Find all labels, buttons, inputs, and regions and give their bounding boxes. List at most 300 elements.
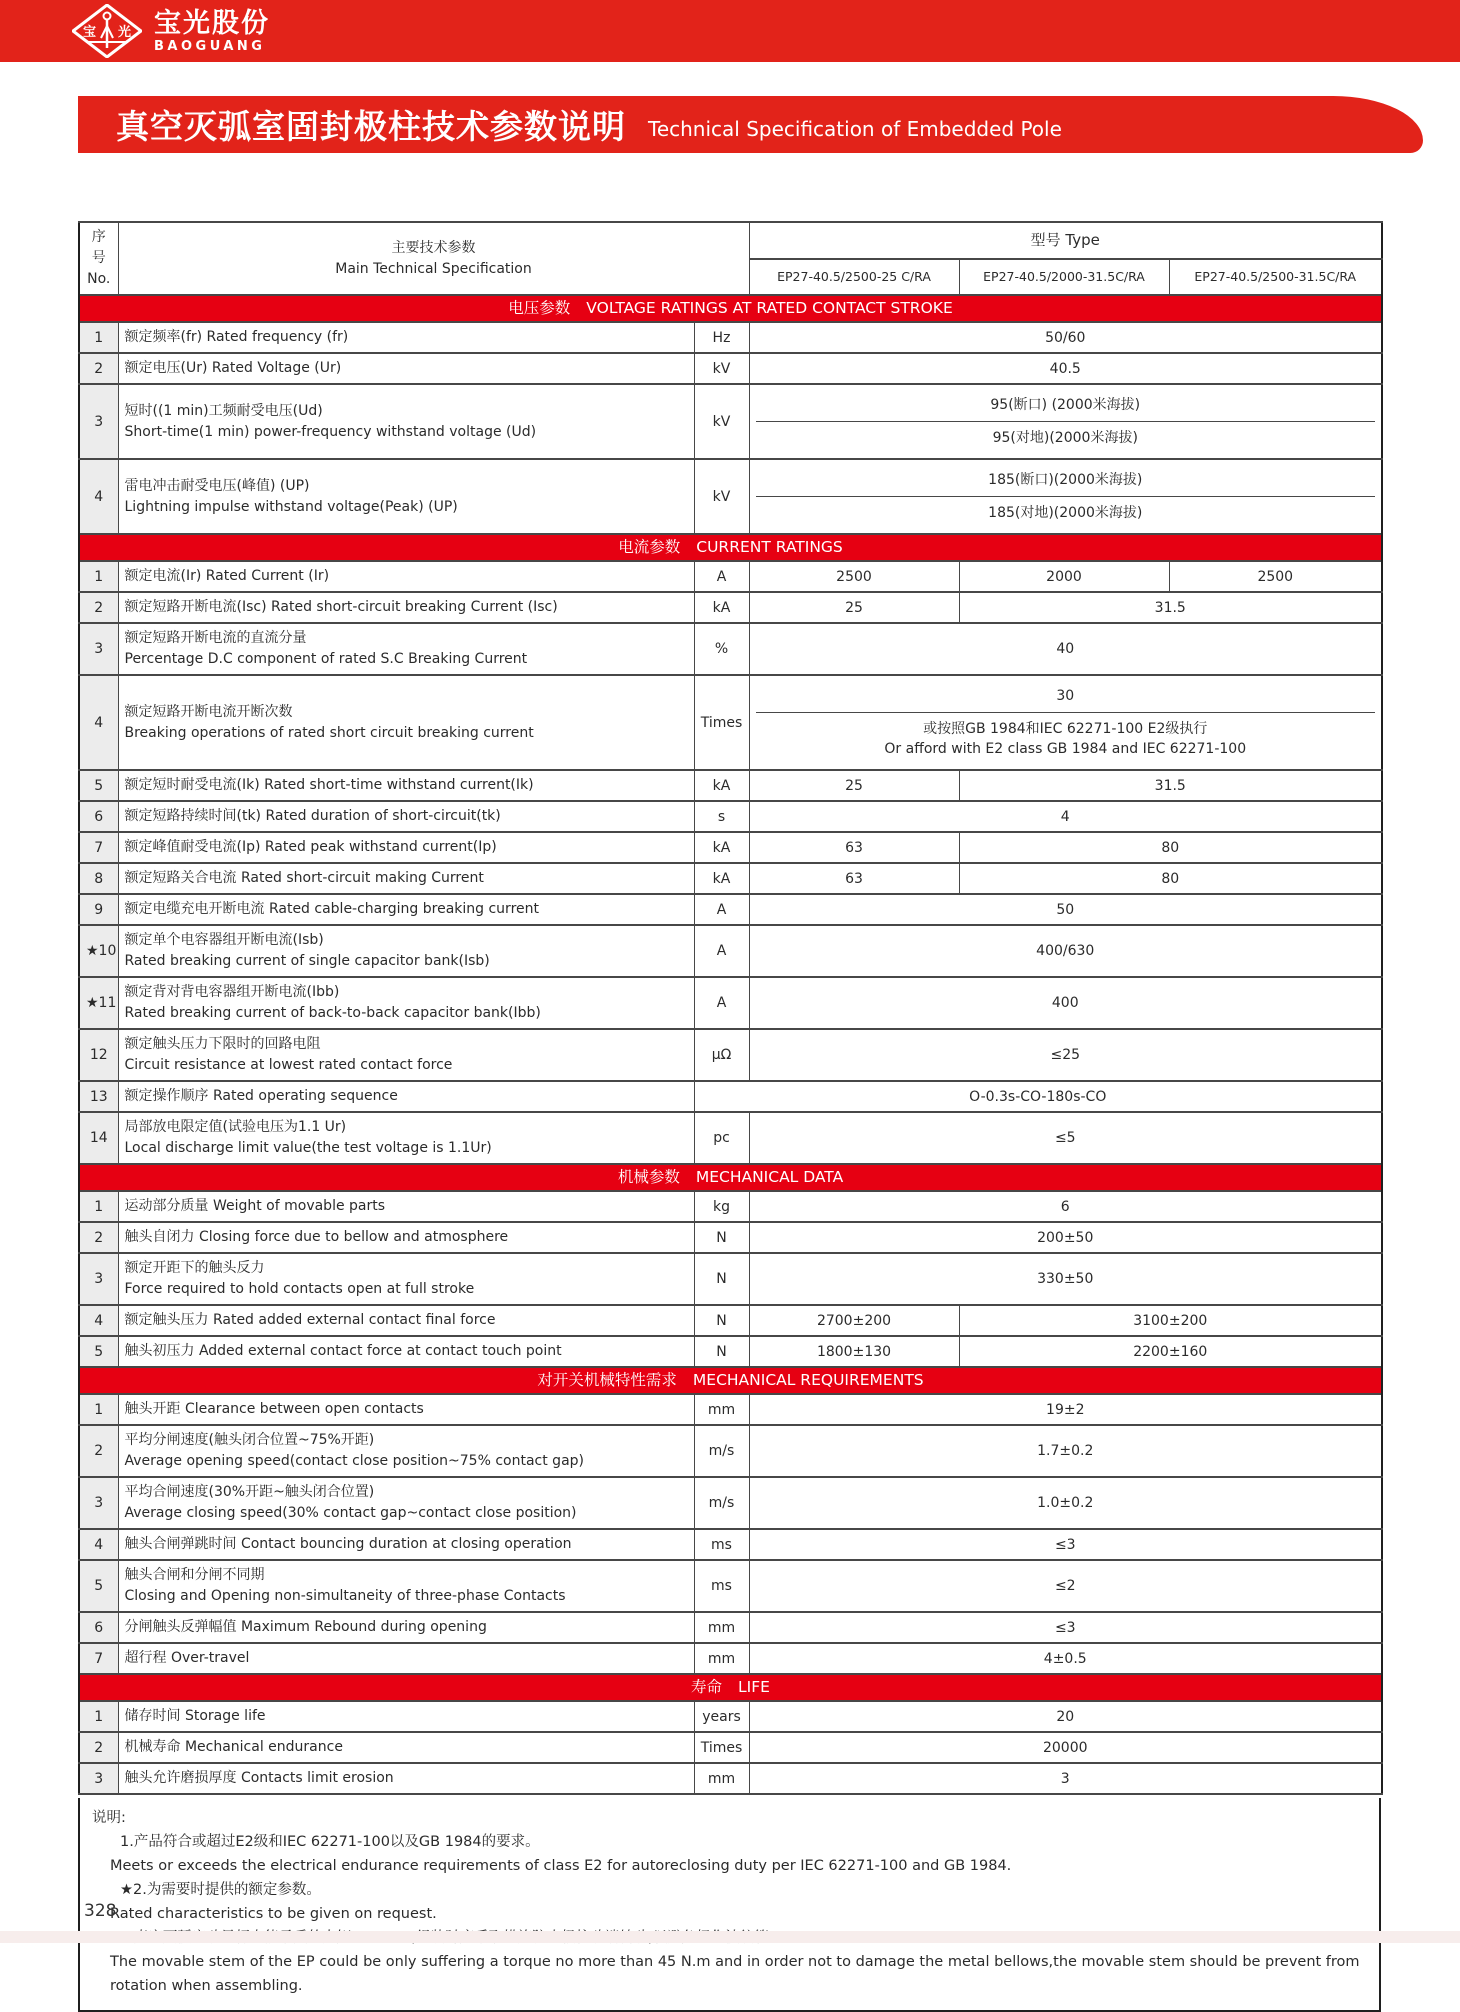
- row-value-substack: [756, 464, 1376, 496]
- row-value: [749, 832, 959, 863]
- row-description: [118, 353, 694, 384]
- section-band-en: LIFE: [738, 1678, 770, 1696]
- table-row: [79, 1643, 1382, 1674]
- section-band-en: MECHANICAL DATA: [695, 1168, 844, 1186]
- table-row: [79, 832, 1382, 863]
- row-description: [118, 1222, 694, 1253]
- row-unit: kA: [694, 592, 749, 623]
- row-description: [118, 1253, 694, 1305]
- row-description-line: 短时((1 min)工频耐受电压(Ud): [124, 402, 323, 419]
- row-unit: mm: [694, 1612, 749, 1643]
- table-row: [79, 1477, 1382, 1529]
- row-description-line: 额定短路开断电流开断次数: [124, 703, 293, 720]
- row-value-line: ≤3: [1054, 1619, 1076, 1636]
- table-row: [79, 1081, 1382, 1112]
- row-value-line: 2500: [836, 568, 872, 585]
- header-model-1: EP27-40.5/2500-25 C/RA: [749, 259, 959, 296]
- row-unit: %: [694, 623, 749, 675]
- row-unit: μΩ: [694, 1029, 749, 1081]
- row-value-line: 20000: [1042, 1739, 1088, 1756]
- header-type-en: Type: [1065, 231, 1100, 250]
- table-row: [79, 925, 1382, 977]
- row-unit: mm: [694, 1763, 749, 1794]
- row-value-line: ≤25: [1050, 1047, 1081, 1063]
- table-row: [79, 1336, 1382, 1367]
- row-description: [118, 1763, 694, 1794]
- row-value-line: 2000: [1046, 568, 1082, 585]
- table-row: [79, 977, 1382, 1029]
- table-row: [79, 1222, 1382, 1253]
- row-value-line: 185(对地)(2000米海拔): [988, 505, 1143, 521]
- row-value-line: 4: [1060, 808, 1070, 825]
- section-band-zh: 电流参数: [618, 538, 681, 556]
- row-unit: pc: [694, 1112, 749, 1164]
- table-row: [79, 894, 1382, 925]
- row-description-line: Average opening speed(contact close position~75% contact gap): [124, 1453, 584, 1469]
- table-row: [79, 770, 1382, 801]
- row-description: [118, 561, 694, 592]
- header-no-en: No.: [87, 271, 111, 287]
- row-description: [118, 1029, 694, 1081]
- row-description-line: 局部放电限定值(试验电压为1.1 Ur): [124, 1119, 347, 1135]
- row-unit: kV: [694, 459, 749, 534]
- note-line: ★2.为需要时提供的额定参数。: [120, 1882, 321, 1898]
- header-spec-zh: 主要技术参数: [391, 239, 476, 256]
- row-description: [118, 1643, 694, 1674]
- svg-text:宝: 宝: [83, 25, 97, 40]
- row-unit: N: [694, 1336, 749, 1367]
- table-row: [79, 1029, 1382, 1081]
- row-value-line: 或按照GB 1984和IEC 62271-100 E2级执行: [923, 721, 1208, 737]
- row-value-line: 20: [1056, 1708, 1075, 1725]
- row-value: [749, 1394, 1382, 1425]
- section-band: [79, 1164, 1382, 1191]
- row-value: [959, 1336, 1382, 1367]
- row-value-line: 31.5: [1154, 777, 1186, 794]
- row-unit: Times: [694, 1732, 749, 1763]
- row-value: [749, 925, 1382, 977]
- row-value: [959, 561, 1169, 592]
- row-value-line: 2500: [1257, 568, 1294, 585]
- row-value-substack: [756, 421, 1376, 454]
- section-band: [79, 1674, 1382, 1701]
- section-band: [79, 1367, 1382, 1394]
- brand-name-zh: 宝光股份: [154, 7, 270, 39]
- table-row: [79, 675, 1382, 770]
- row-value: [959, 770, 1382, 801]
- row-value: [749, 1112, 1382, 1164]
- row-value-line: 80: [1161, 870, 1180, 887]
- row-unit: s: [694, 801, 749, 832]
- note-line: Rated characteristics to be given on request.: [110, 1906, 437, 1922]
- row-description: [118, 1305, 694, 1336]
- row-description-line: Circuit resistance at lowest rated contact force: [124, 1057, 453, 1073]
- row-value-line: O-0.3s-CO-180s-CO: [969, 1088, 1107, 1105]
- note-line: Meets or exceeds the electrical endurance requirements of class E2 for autoreclosing duty per IEC 62271-100 and GB 1984.: [110, 1858, 1012, 1874]
- row-description: [118, 1477, 694, 1529]
- row-unit: A: [694, 925, 749, 977]
- row-description-line: 额定电流(Ir) Rated Current (Ir): [124, 568, 330, 584]
- row-value: [694, 1081, 1382, 1112]
- spec-table: [78, 221, 1383, 1795]
- row-description-line: Short-time(1 min) power-frequency withstand voltage (Ud): [124, 423, 537, 440]
- notes-label: 说明:: [92, 1810, 126, 1826]
- row-description: [118, 1394, 694, 1425]
- row-description: [118, 592, 694, 623]
- row-number: 1: [79, 1394, 118, 1425]
- row-value: [749, 770, 959, 801]
- row-unit: m/s: [694, 1425, 749, 1477]
- row-number: 1: [79, 1191, 118, 1222]
- row-value-line: ≤3: [1054, 1536, 1076, 1553]
- row-unit: mm: [694, 1643, 749, 1674]
- row-description-line: 机械寿命 Mechanical endurance: [124, 1739, 343, 1755]
- row-value-substack: [756, 389, 1376, 421]
- row-description-line: 额定操作顺序 Rated operating sequence: [124, 1088, 398, 1104]
- row-description: [118, 1732, 694, 1763]
- bottom-accent-bar: [0, 1931, 1460, 1943]
- table-row: [79, 1612, 1382, 1643]
- row-description-line: Lightning impulse withstand voltage(Peak) (UP): [124, 498, 458, 515]
- row-description-line: 额定单个电容器组开断电流(Isb): [124, 932, 324, 948]
- row-value-line: 6: [1060, 1198, 1070, 1215]
- row-value-line: 80: [1161, 839, 1180, 856]
- row-value: [749, 1643, 1382, 1674]
- row-number: 4: [79, 1305, 118, 1336]
- row-value-substack: [756, 496, 1376, 529]
- row-value: [749, 1732, 1382, 1763]
- row-value: [749, 1477, 1382, 1529]
- row-value: [749, 353, 1382, 384]
- row-description-line: Rated breaking current of single capacitor bank(Isb): [124, 953, 490, 969]
- header-type-zh: 型号: [1030, 231, 1061, 250]
- table-row: [79, 322, 1382, 353]
- row-number: 3: [79, 1477, 118, 1529]
- row-unit: kA: [694, 770, 749, 801]
- row-number: 12: [79, 1029, 118, 1081]
- row-description-line: 超行程 Over-travel: [124, 1650, 250, 1666]
- row-description-line: 触头开距 Clearance between open contacts: [124, 1401, 424, 1417]
- row-value-line: 185(断口)(2000米海拔): [988, 472, 1143, 488]
- row-description-line: Closing and Opening non-simultaneity of three-phase Contacts: [124, 1588, 566, 1604]
- row-value-line: Or afford with E2 class GB 1984 and IEC 62271-100: [884, 741, 1247, 757]
- row-value-line: 1.0±0.2: [1037, 1495, 1094, 1511]
- row-value-line: 50/60: [1045, 329, 1086, 346]
- row-description: [118, 1336, 694, 1367]
- top-brand-bar: [0, 0, 1460, 62]
- table-header-row-1: [79, 222, 1382, 259]
- section-band-en: MECHANICAL REQUIREMENTS: [692, 1371, 924, 1389]
- row-description-line: 额定背对背电容器组开断电流(Ibb): [124, 984, 340, 1000]
- table-row: [79, 1305, 1382, 1336]
- row-number: 14: [79, 1112, 118, 1164]
- row-number: 1: [79, 1701, 118, 1732]
- row-number: 4: [79, 1529, 118, 1560]
- row-value: [749, 1529, 1382, 1560]
- row-description: [118, 1529, 694, 1560]
- row-unit: Hz: [694, 322, 749, 353]
- row-value: [959, 1305, 1382, 1336]
- row-description: [118, 1425, 694, 1477]
- row-value-line: 1.7±0.2: [1037, 1443, 1094, 1459]
- row-value: [749, 322, 1382, 353]
- row-value: [749, 1336, 959, 1367]
- row-number: 2: [79, 592, 118, 623]
- row-value-line: 40.5: [1049, 360, 1081, 377]
- table-row: [79, 863, 1382, 894]
- row-value: [749, 1029, 1382, 1081]
- row-number: 2: [79, 353, 118, 384]
- row-value-line: 25: [845, 777, 863, 794]
- row-number: ★10: [79, 925, 118, 977]
- row-unit: kA: [694, 863, 749, 894]
- row-number: 6: [79, 1612, 118, 1643]
- row-value: [959, 863, 1382, 894]
- table-row: [79, 801, 1382, 832]
- row-value: [749, 801, 1382, 832]
- row-value-line: 25: [845, 599, 863, 616]
- row-value: [749, 1222, 1382, 1253]
- row-unit: N: [694, 1222, 749, 1253]
- table-row: [79, 353, 1382, 384]
- row-value-line: 3: [1060, 1770, 1070, 1787]
- row-number: 3: [79, 1253, 118, 1305]
- note-line: 1.产品符合或超过E2级和IEC 62271-100以及GB 1984的要求。: [120, 1834, 540, 1850]
- row-description: [118, 801, 694, 832]
- row-description-line: 额定电压(Ur) Rated Voltage (Ur): [124, 360, 342, 376]
- row-value-stack: [749, 675, 1382, 770]
- row-description-line: 额定开距下的触头反力: [124, 1260, 265, 1276]
- section-band-en: CURRENT RATINGS: [696, 538, 843, 556]
- row-number: ★11: [79, 977, 118, 1029]
- row-value-line: 63: [845, 839, 863, 856]
- row-value: [749, 1191, 1382, 1222]
- notes-box: [78, 1798, 1381, 2012]
- row-value: [1169, 561, 1382, 592]
- row-value-stack: [749, 384, 1382, 459]
- row-value-line: 3100±200: [1133, 1312, 1208, 1329]
- row-description: [118, 925, 694, 977]
- row-value-stack: [749, 459, 1382, 534]
- row-value-line: 4±0.5: [1043, 1650, 1087, 1667]
- row-description-line: 额定频率(fr) Rated frequency (fr): [124, 329, 349, 345]
- row-number: 4: [79, 675, 118, 770]
- row-description: [118, 1081, 694, 1112]
- row-description-line: Percentage D.C component of rated S.C Breaking Current: [124, 651, 528, 667]
- section-band-zh: 机械参数: [617, 1168, 680, 1186]
- row-value-line: 400/630: [1036, 943, 1095, 959]
- table-row: [79, 623, 1382, 675]
- table-row: [79, 1529, 1382, 1560]
- row-value-line: 400: [1051, 995, 1079, 1011]
- row-unit: Times: [694, 675, 749, 770]
- row-value: [749, 1701, 1382, 1732]
- row-value-line: 2200±160: [1133, 1343, 1208, 1360]
- table-row: [79, 1701, 1382, 1732]
- row-unit: N: [694, 1305, 749, 1336]
- table-row: [79, 1560, 1382, 1612]
- row-description: [118, 832, 694, 863]
- row-description: [118, 675, 694, 770]
- row-number: 2: [79, 1732, 118, 1763]
- row-value: [749, 1425, 1382, 1477]
- row-description-line: 额定短时耐受电流(Ik) Rated short-time withstand current(Ik): [124, 777, 534, 793]
- row-description: [118, 863, 694, 894]
- table-row: [79, 1191, 1382, 1222]
- section-band: [79, 295, 1382, 322]
- row-number: 5: [79, 1336, 118, 1367]
- row-value-substack: [756, 680, 1376, 712]
- row-number: 6: [79, 801, 118, 832]
- row-value-line: 2700±200: [816, 1312, 892, 1329]
- row-unit: years: [694, 1701, 749, 1732]
- header-spec-en: Main Technical Specification: [335, 260, 532, 277]
- row-value-line: 95(对地)(2000米海拔): [992, 430, 1138, 446]
- row-description-line: 触头初压力 Added external contact force at contact touch point: [124, 1343, 562, 1359]
- row-number: 3: [79, 1763, 118, 1794]
- row-number: 13: [79, 1081, 118, 1112]
- row-value-line: 330±50: [1037, 1271, 1094, 1287]
- header-spec: [118, 222, 749, 295]
- row-description-line: 雷电冲击耐受电压(峰值) (UP): [124, 477, 310, 494]
- section-band-row: [79, 1674, 1382, 1701]
- row-description-line: 额定峰值耐受电流(Ip) Rated peak withstand current(Ip): [124, 839, 497, 855]
- row-description-line: 额定触头压力下限时的回路电阻: [124, 1036, 321, 1052]
- row-number: 2: [79, 1425, 118, 1477]
- table-row: [79, 1394, 1382, 1425]
- row-number: 1: [79, 322, 118, 353]
- row-description-line: 额定短路开断电流(Isc) Rated short-circuit breaking Current (Isc): [124, 599, 558, 615]
- row-number: 1: [79, 561, 118, 592]
- baoguang-logo: [72, 4, 270, 58]
- row-value-line: 1800±130: [816, 1343, 892, 1360]
- row-description-line: Breaking operations of rated short circuit breaking current: [124, 724, 534, 741]
- row-value: [959, 592, 1382, 623]
- table-row: [79, 384, 1382, 459]
- header-model-2: EP27-40.5/2000-31.5C/RA: [959, 259, 1169, 296]
- row-description: [118, 1112, 694, 1164]
- row-unit: A: [694, 894, 749, 925]
- row-value: [749, 592, 959, 623]
- row-description: [118, 1560, 694, 1612]
- row-description-line: 触头合闸弹跳时间 Contact bouncing duration at closing operation: [124, 1536, 572, 1552]
- row-description-line: 额定短路开断电流的直流分量: [124, 630, 307, 646]
- row-description-line: 触头合闸和分闸不同期: [124, 1567, 265, 1583]
- row-value-line: 30: [1056, 688, 1075, 704]
- row-description: [118, 770, 694, 801]
- section-band-row: [79, 295, 1382, 322]
- row-description-line: Local discharge limit value(the test voltage is 1.1Ur): [124, 1140, 492, 1156]
- row-description-line: 平均合闸速度(30%开距~触头闭合位置): [124, 1484, 375, 1500]
- row-description: [118, 1701, 694, 1732]
- row-value: [749, 1612, 1382, 1643]
- row-number: 3: [79, 384, 118, 459]
- table-row: [79, 1253, 1382, 1305]
- table-row: [79, 1732, 1382, 1763]
- row-description-line: 额定电缆充电开断电流 Rated cable-charging breaking current: [124, 901, 539, 917]
- header-no-zh: 序号: [91, 229, 106, 266]
- table-row: [79, 561, 1382, 592]
- row-description-line: Rated breaking current of back-to-back capacitor bank(Ibb): [124, 1005, 541, 1021]
- row-description-line: 额定短路关合电流 Rated short-circuit making Current: [124, 870, 484, 886]
- row-number: 2: [79, 1222, 118, 1253]
- row-description: [118, 1612, 694, 1643]
- header-type: [749, 222, 1382, 259]
- row-value: [749, 561, 959, 592]
- row-number: 7: [79, 832, 118, 863]
- row-description: [118, 623, 694, 675]
- header-model-3: EP27-40.5/2500-31.5C/RA: [1169, 259, 1382, 296]
- table-row: [79, 459, 1382, 534]
- row-description: [118, 1191, 694, 1222]
- page-number: 328: [84, 1901, 117, 1921]
- row-unit: kA: [694, 832, 749, 863]
- row-value-line: 19±2: [1046, 1401, 1085, 1418]
- row-description: [118, 384, 694, 459]
- baoguang-diamond-logo-icon: [72, 4, 142, 58]
- row-unit: kV: [694, 384, 749, 459]
- header-no: [79, 222, 118, 295]
- row-number: 9: [79, 894, 118, 925]
- page-title-zh: 真空灭弧室固封极柱技术参数说明: [116, 107, 626, 146]
- section-band-row: [79, 534, 1382, 561]
- row-description-line: 额定短路持续时间(tk) Rated duration of short-circuit(tk): [124, 808, 501, 824]
- row-description-line: Force required to hold contacts open at full stroke: [124, 1281, 475, 1297]
- row-value-line: ≤5: [1054, 1130, 1076, 1146]
- section-band: [79, 534, 1382, 561]
- row-description-line: 平均分闸速度(触头闭合位置~75%开距): [124, 1432, 375, 1448]
- table-row: [79, 1425, 1382, 1477]
- row-description: [118, 894, 694, 925]
- row-value: [749, 1305, 959, 1336]
- row-value: [959, 832, 1382, 863]
- row-number: 5: [79, 1560, 118, 1612]
- section-band-zh: 对开关机械特性需求: [537, 1371, 677, 1389]
- row-value: [749, 1253, 1382, 1305]
- row-value-line: 31.5: [1154, 599, 1186, 616]
- row-description: [118, 459, 694, 534]
- row-description-line: 分闸触头反弹幅值 Maximum Rebound during opening: [124, 1619, 487, 1635]
- svg-text:光: 光: [118, 25, 132, 40]
- row-unit: mm: [694, 1394, 749, 1425]
- row-value-line: ≤2: [1054, 1578, 1076, 1594]
- row-unit: A: [694, 561, 749, 592]
- row-value-line: 50: [1056, 901, 1075, 918]
- row-description-line: 运动部分质量 Weight of movable parts: [124, 1198, 386, 1214]
- row-description-line: 触头允许磨损厚度 Contacts limit erosion: [124, 1770, 394, 1786]
- row-description-line: Average closing speed(30% contact gap~contact close position): [124, 1505, 577, 1521]
- row-value-line: 63: [845, 870, 863, 887]
- row-unit: A: [694, 977, 749, 1029]
- row-value-substack: [756, 712, 1376, 765]
- row-description-line: 储存时间 Storage life: [124, 1708, 266, 1724]
- row-value: [749, 863, 959, 894]
- brand-name-en: BAOGUANG: [154, 38, 266, 54]
- row-unit: m/s: [694, 1477, 749, 1529]
- row-number: 8: [79, 863, 118, 894]
- row-unit: ms: [694, 1529, 749, 1560]
- row-value: [749, 1560, 1382, 1612]
- page-title-en: Technical Specification of Embedded Pole: [648, 116, 1062, 141]
- row-number: 4: [79, 459, 118, 534]
- row-value-line: 40: [1056, 641, 1075, 657]
- row-description: [118, 977, 694, 1029]
- section-band-zh: 寿命: [691, 1678, 723, 1696]
- table-row: [79, 1763, 1382, 1794]
- row-unit: N: [694, 1253, 749, 1305]
- row-number: 3: [79, 623, 118, 675]
- row-value: [749, 894, 1382, 925]
